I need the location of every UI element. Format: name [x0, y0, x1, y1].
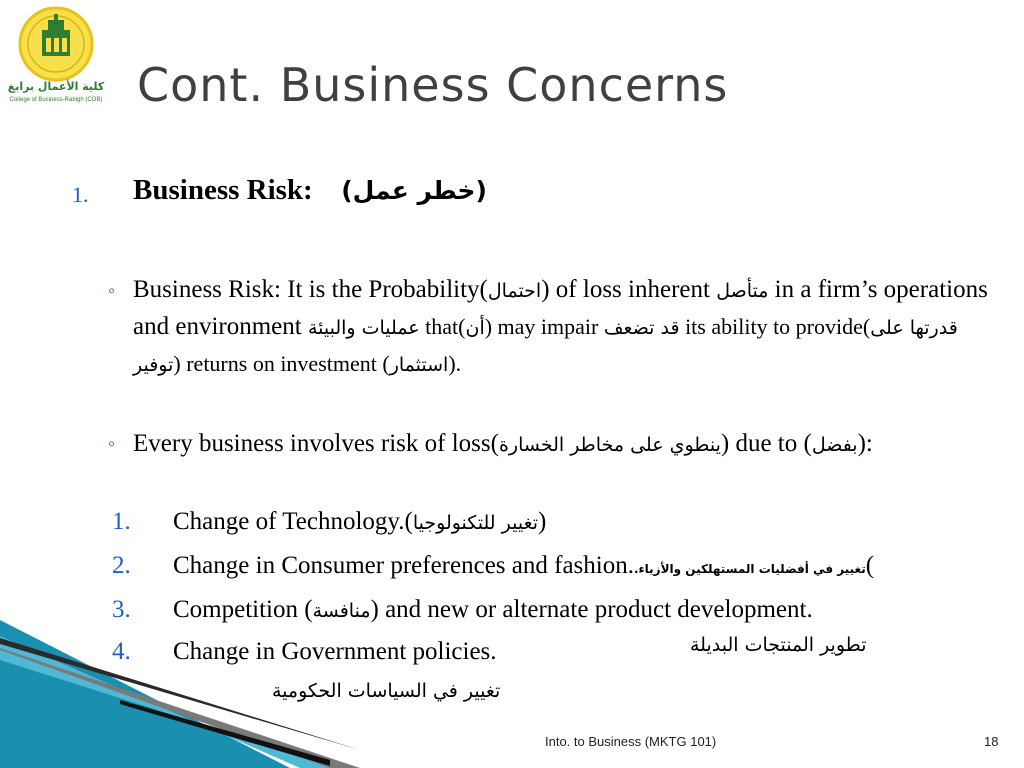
item-text: Change in Government policies.: [173, 638, 497, 665]
p2-text-2: ) due to (: [720, 430, 812, 457]
item-text-2: ) and new or alternate product development.: [370, 596, 813, 623]
p1-text-8: ).: [448, 351, 462, 376]
decorative-swoosh: [0, 600, 1024, 768]
p1-text-1: Business Risk: It is the Probability(: [133, 276, 488, 303]
p1-arabic-1: احتمال: [487, 280, 542, 302]
section-number: 1.: [72, 182, 89, 207]
section-arabic: (خطر عمل): [341, 176, 487, 205]
list-item: [173, 508, 546, 536]
slide-title: Cont. Business Concerns: [137, 58, 729, 112]
footer-course: Into. to Business (MKTG 101): [545, 734, 717, 749]
item-arabic: .تغيير في أفضليات المستهلكين والأزياء: [633, 562, 866, 576]
bullet-icon: ◦: [108, 280, 116, 302]
college-logo: [2, 4, 110, 108]
item-number: 3.: [112, 596, 131, 623]
p2-text-3: ):: [857, 430, 873, 457]
p1-text-2: ) of loss inherent: [541, 276, 717, 303]
p2-arabic-1: ينطوي على مخاطر الخسارة: [498, 434, 721, 456]
item-text: Change in Consumer preferences and fashion.: [173, 552, 634, 579]
p1-arabic-2: متأصل: [716, 280, 769, 302]
page-number: 18: [984, 734, 999, 749]
p1-text-4: that(: [419, 314, 466, 339]
item-number: 2.: [112, 552, 131, 579]
p1-arabic-5: قد تضعف: [603, 317, 680, 339]
list-item: [173, 552, 874, 580]
paragraph-business-risk: [133, 272, 993, 383]
logo-arabic-name: كلية الأعمال برابغ: [7, 80, 105, 93]
paragraph-every-business: [133, 426, 983, 463]
logo-english-name: College of Business-Rabigh (COB): [9, 97, 103, 103]
p1-arabic-4: أن: [465, 317, 485, 339]
p1-arabic-7: استثمار: [389, 354, 449, 376]
item-text: Competition (: [173, 596, 313, 623]
section-heading: [133, 174, 487, 207]
item-text: Change of Technology.(: [173, 508, 413, 535]
p1-arabic-6: قدرتها على توفير: [133, 317, 958, 376]
p1-arabic-3: عمليات والبيئة: [307, 317, 420, 339]
bullet-icon: ◦: [108, 433, 116, 455]
p1-text-6: its ability to provide(: [679, 314, 871, 339]
p1-text-7: ) returns on investment (: [173, 351, 390, 376]
p2-arabic-2: بفضل: [811, 434, 858, 456]
annotation-alternate-products: تطوير المنتجات البديلة: [690, 634, 867, 656]
item-close: (: [865, 552, 875, 579]
p1-text-3: in a firm’s operations and environment: [133, 276, 988, 340]
item-arabic: تغيير للتكنولوجيا: [412, 512, 539, 534]
section-label: Business Risk:: [133, 174, 313, 206]
p1-text-5: ) may impair: [484, 314, 604, 339]
p2-text-1: Every business involves risk of loss(: [133, 430, 499, 457]
item-close: ): [538, 508, 547, 535]
item-number: 1.: [112, 508, 131, 535]
annotation-government-policies: تغيير في السياسات الحكومية: [272, 680, 501, 702]
item-number: 4.: [112, 638, 131, 665]
item-arabic: منافسة: [312, 600, 371, 622]
